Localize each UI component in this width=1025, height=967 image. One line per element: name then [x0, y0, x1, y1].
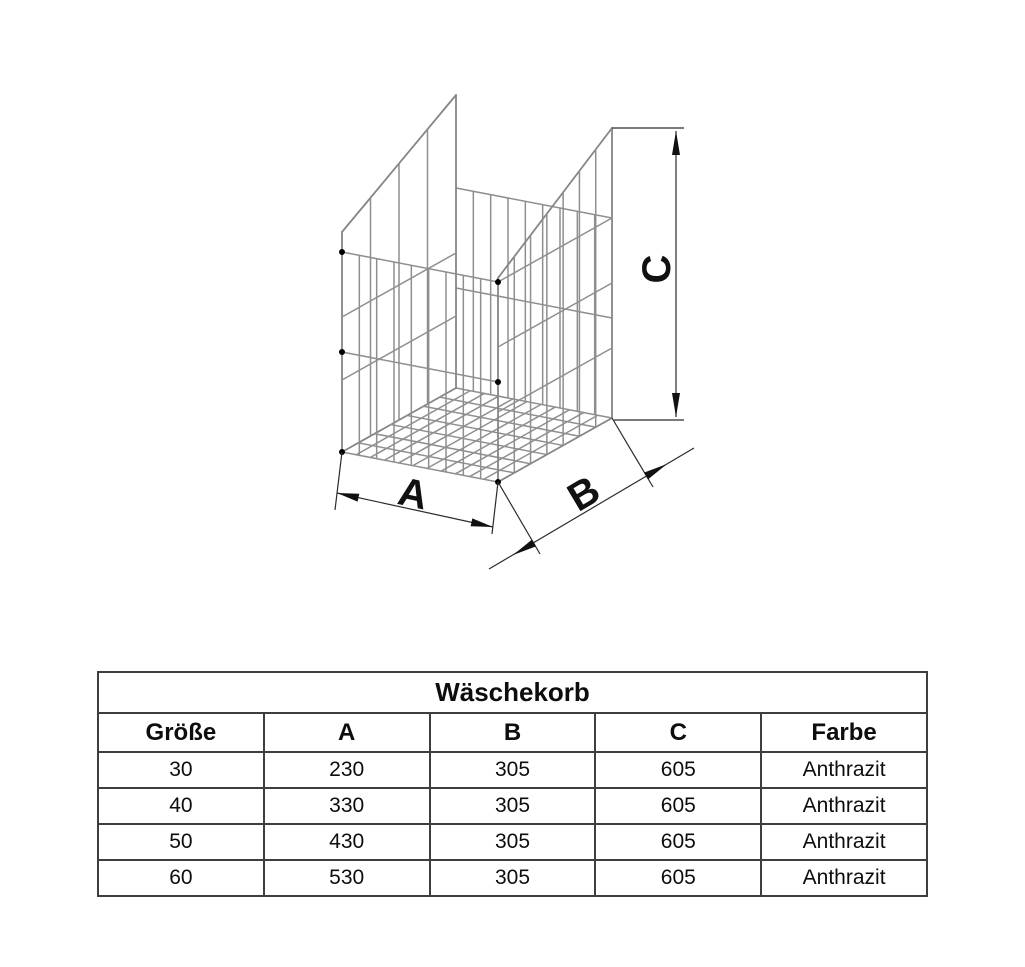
- table-row: [98, 752, 927, 788]
- arrowhead-bottom: [672, 393, 680, 417]
- weld-dot: [495, 379, 501, 385]
- cell-b: 305: [430, 860, 596, 896]
- table-row: [98, 860, 927, 896]
- table-title: Wäschekorb: [98, 672, 927, 713]
- dimension-c: [612, 128, 684, 420]
- cell-groesse: 30: [98, 752, 264, 788]
- cell-b: 305: [430, 788, 596, 824]
- arrowhead-top: [672, 131, 680, 155]
- header-b: B: [430, 713, 596, 752]
- basket-wireframe: [342, 95, 612, 482]
- dimension-label-a: A: [394, 469, 432, 519]
- dimension-label-b: B: [560, 467, 608, 521]
- cell-b: 305: [430, 824, 596, 860]
- cell-groesse: 40: [98, 788, 264, 824]
- arrowhead-upper: [644, 464, 667, 479]
- weld-dot: [339, 349, 345, 355]
- cell-a: 230: [264, 752, 430, 788]
- header-c: C: [595, 713, 761, 752]
- table-row: [98, 824, 927, 860]
- arrowhead-left: [337, 493, 359, 502]
- extension-line: [492, 482, 498, 534]
- header-a: A: [264, 713, 430, 752]
- cell-c: 605: [595, 860, 761, 896]
- extension-line: [335, 452, 342, 510]
- table-row: [98, 788, 927, 824]
- weld-dot: [339, 249, 345, 255]
- table-header-row: [98, 713, 927, 752]
- dimension-label-c: C: [635, 254, 679, 284]
- size-table: [97, 671, 928, 897]
- dimension-b: [489, 418, 694, 569]
- weld-dot: [495, 279, 501, 285]
- cell-farbe: Anthrazit: [761, 860, 927, 896]
- cell-farbe: Anthrazit: [761, 788, 927, 824]
- cell-b: 305: [430, 752, 596, 788]
- header-groesse: Größe: [98, 713, 264, 752]
- cell-c: 605: [595, 788, 761, 824]
- cell-farbe: Anthrazit: [761, 824, 927, 860]
- cell-c: 605: [595, 752, 761, 788]
- cell-a: 430: [264, 824, 430, 860]
- arrowhead-lower: [513, 540, 536, 555]
- header-farbe: Farbe: [761, 713, 927, 752]
- cell-farbe: Anthrazit: [761, 752, 927, 788]
- arrowhead-right: [471, 518, 493, 527]
- cell-groesse: 50: [98, 824, 264, 860]
- cell-groesse: 60: [98, 860, 264, 896]
- cell-a: 330: [264, 788, 430, 824]
- cell-c: 605: [595, 824, 761, 860]
- cell-a: 530: [264, 860, 430, 896]
- table-title-row: [98, 672, 927, 713]
